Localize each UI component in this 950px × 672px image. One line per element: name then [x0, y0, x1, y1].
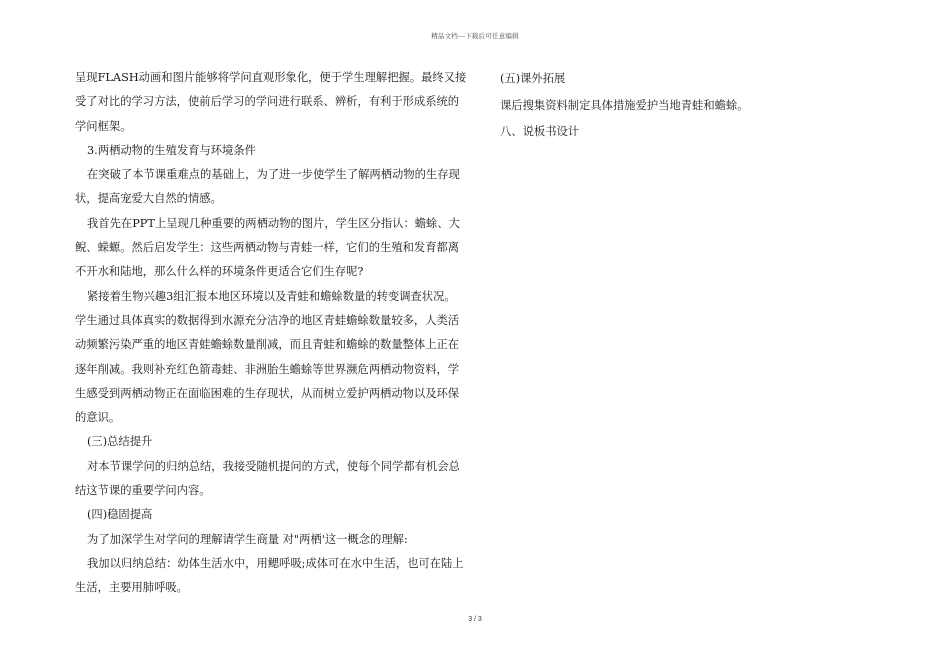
text-line: 我加以归纳总结：幼体生活水中，用鳃呼吸;成体可在水中生活，也可在陆上 — [87, 556, 464, 570]
text-line: 3.两栖动物的生殖发育与环境条件 — [87, 143, 256, 157]
page-number: 3 / 3 — [468, 616, 482, 623]
text-line: 对本节课学问的归纳总结，我接受随机提问的方式，使每个同学都有机会总 — [87, 459, 460, 473]
text-line: 不开水和陆地，那么什么样的环境条件更适合它们生存呢? — [75, 265, 364, 279]
text-line: 我首先在PPT上呈现几种重要的两栖动物的图片，学生区分指认：蟾蜍、大 — [87, 216, 460, 230]
text-line: 逐年削减。我则补充红色箭毒蛙、非洲胎生蟾蜍等世界濒危两栖动物资料，学 — [75, 362, 460, 376]
text-line: 鲵、蝾螈。然后启发学生：这些两栖动物与青蛙一样，它们的生殖和发育都离 — [75, 241, 460, 255]
text-line: 紧接着生物兴趣3组汇报本地区环境以及青蛙和蟾蜍数量的转变调查状况。 — [87, 289, 456, 303]
text-line: 生活，主要用肺呼吸。 — [75, 581, 188, 595]
text-line: (四)稳固提高 — [87, 508, 153, 522]
right-column — [500, 66, 800, 146]
text-line: 课后搜集资料制定具体措施爱护当地青蛙和蟾蜍。 — [500, 98, 749, 112]
text-line: 受了对比的学习方法，使前后学习的学问进行联系、辨析，有利于形成系统的 — [75, 95, 460, 109]
text-line: 状，提高宠爱大自然的情感。 — [75, 192, 222, 206]
text-line: 生感受到两栖动物正在面临困难的生存现状，从而树立爱护两栖动物以及环保 — [75, 386, 460, 400]
text-line: 学生通过具体真实的数据得到水源充分洁净的地区青蛙蟾蜍数量较多，人类活 — [75, 313, 460, 327]
text-line: 八、说板书设计 — [500, 125, 580, 138]
left-column — [75, 66, 467, 601]
text-line: (三)总结提升 — [87, 435, 153, 449]
text-line: (五)课外拓展 — [500, 72, 566, 85]
text-line: 结这节课的重要学问内容。 — [75, 484, 211, 498]
text-line: 学问框架。 — [75, 119, 132, 133]
text-line: 在突破了本节课重难点的基础上，为了进一步使学生了解两栖动物的生存现 — [87, 168, 460, 182]
text-line: 呈现FLASH动画和图片能够将学问直观形象化，便于学生理解把握。最终又接 — [75, 71, 467, 84]
page-header: 精品文档---下载后可任意编辑 — [431, 32, 519, 40]
text-line: 的意识。 — [75, 411, 121, 425]
text-line: 动频繁污染严重的地区青蛙蟾蜍数量削减，而且青蛙和蟾蜍的数量整体上正在 — [75, 338, 460, 352]
text-line: 为了加深学生对学问的理解请学生商量 对"两栖'这一概念的理解: — [87, 532, 408, 546]
